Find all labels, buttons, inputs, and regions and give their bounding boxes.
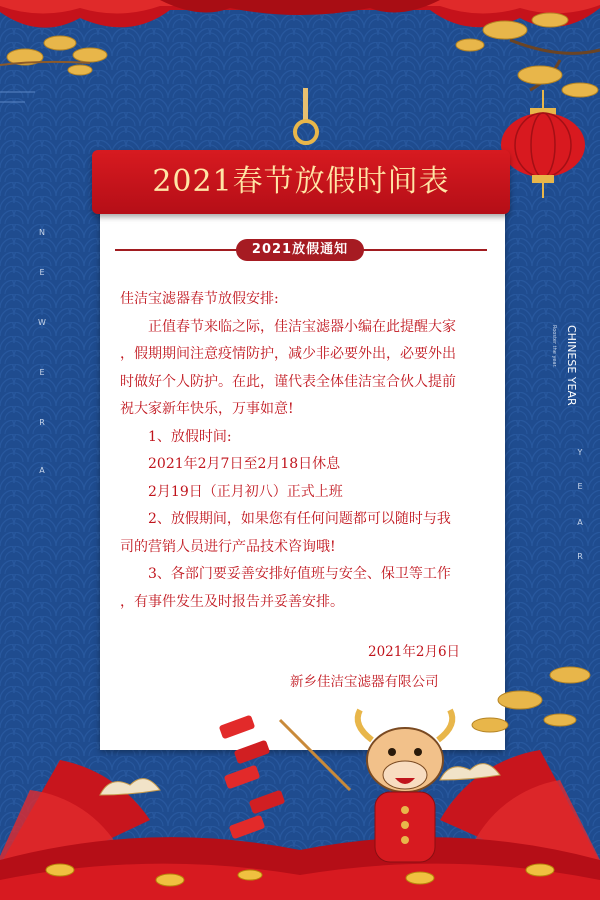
side-right-small xyxy=(546,325,556,405)
page-title: 2021春节放假时间表 xyxy=(152,164,450,199)
side-letter: E xyxy=(577,482,583,491)
paragraph-line: 正值春节来临之际，佳洁宝滤器小编在此提醒大家 xyxy=(148,318,456,335)
side-letter: R xyxy=(39,418,45,427)
pine-branch-icon xyxy=(0,15,120,85)
firecracker-icon xyxy=(219,715,350,840)
notice-body xyxy=(120,286,480,616)
side-letter: A xyxy=(39,466,45,475)
notice-date: 2021年2月6日 xyxy=(368,644,461,660)
company-name: 新乡佳洁宝滤器有限公司 xyxy=(290,674,439,690)
side-letter: A xyxy=(577,518,583,527)
svg-text:Rooster the year.: Rooster the year. xyxy=(551,325,557,368)
paragraph-line: 时做好个人防护。在此，谨代表全体佳洁宝合伙人提前 xyxy=(120,373,456,390)
paragraph-line: 祝大家新年快乐，万事如意! xyxy=(120,401,294,417)
subtitle-badge: 2021放假通知 xyxy=(236,239,364,261)
list-item: 司的营销人员进行产品技术咨询哦! xyxy=(120,538,336,555)
side-right-text xyxy=(555,325,578,445)
side-right-title: CHINESE YEAR xyxy=(565,325,578,406)
hook-icon xyxy=(292,88,320,148)
list-item: 2021年2月7日至2月18日休息 xyxy=(148,456,341,472)
list-item: 2月19日（正月初八）正式上班 xyxy=(148,483,343,500)
title-banner xyxy=(92,150,510,214)
paragraph-line: ，假期期间注意疫情防护，减少非必要外出，必要外出 xyxy=(120,346,456,362)
side-letter: Y xyxy=(577,448,583,457)
greeting: 佳洁宝滤器春节放假安排: xyxy=(120,291,279,307)
list-item: ，有事件发生及时报告并妥善安排。 xyxy=(120,593,344,610)
list-item: 3、各部门要妥善安排好值班与安全、保卫等工作 xyxy=(148,566,451,582)
lantern-icon xyxy=(498,90,588,200)
side-letter: E xyxy=(39,368,45,377)
list-item: 1、放假时间: xyxy=(148,428,232,445)
side-letter: E xyxy=(39,268,45,277)
list-item: 2、放假期间，如果您有任何问题都可以随时与我 xyxy=(148,511,451,527)
side-letter: R xyxy=(577,552,583,561)
bottom-decoration xyxy=(0,700,600,900)
side-letter: N xyxy=(39,228,45,237)
side-letter: W xyxy=(38,318,46,327)
